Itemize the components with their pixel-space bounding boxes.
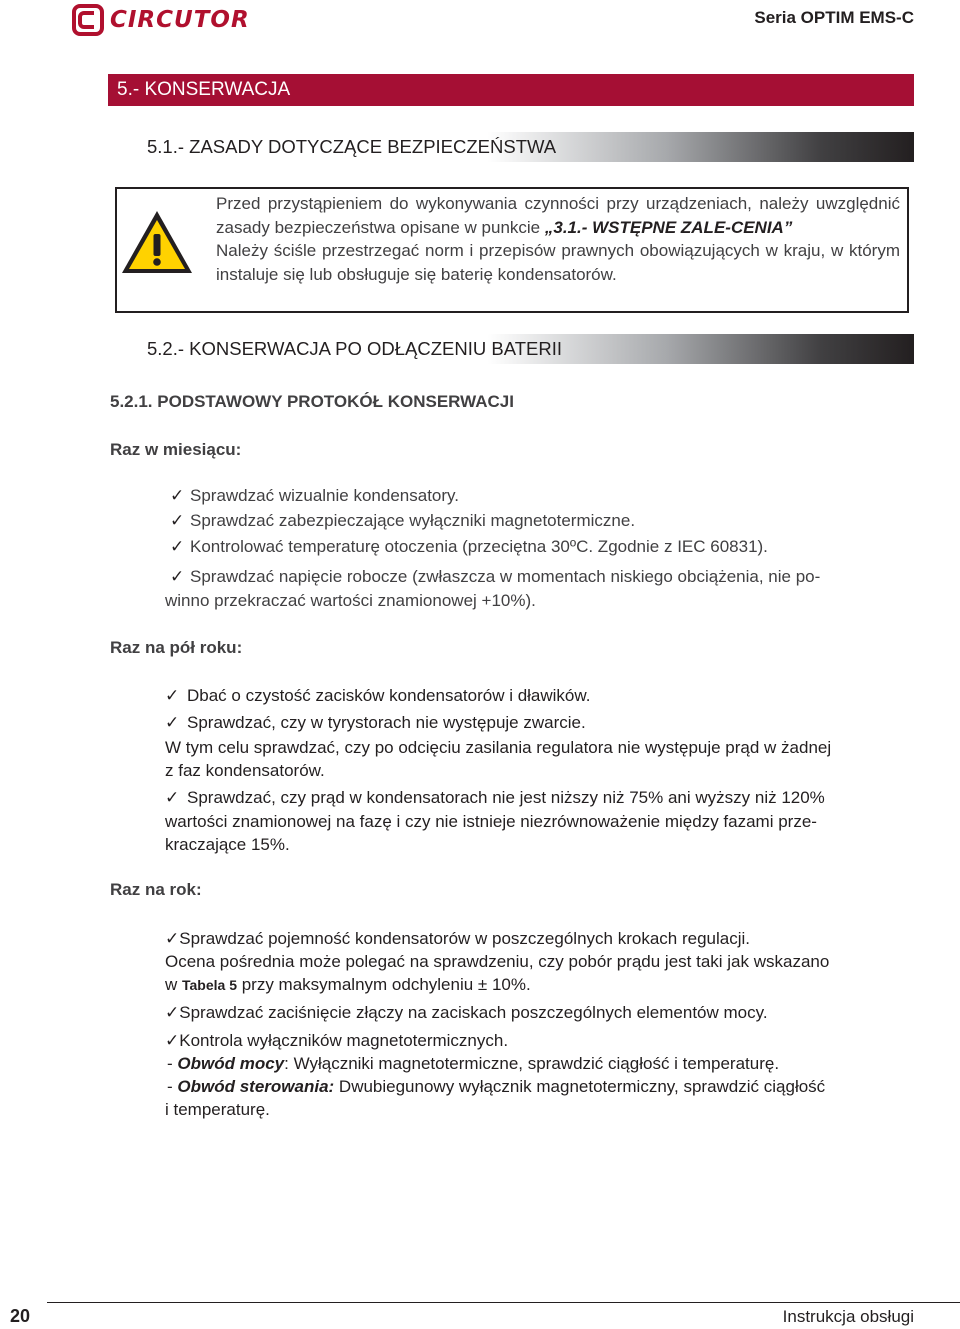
- subsection-title-safety: 5.1.- ZASADY DOTYCZĄCE BEZPIECZEŃSTWA: [139, 132, 914, 162]
- monthly-label: Raz w miesiącu:: [110, 440, 242, 459]
- check-icon: ✓: [165, 788, 180, 807]
- warning-text: [216, 192, 900, 286]
- section-title: 5.- KONSERWACJA: [108, 74, 914, 106]
- warning-triangle-icon: [119, 208, 195, 276]
- list-item-power-circuit: - Obwód mocy: Wyłączniki magnetotermiczne, sprawdzić ciągłość i temperaturę.: [167, 1054, 780, 1073]
- table-reference: Tabela 5: [182, 977, 237, 993]
- check-icon: ✓: [165, 929, 180, 948]
- check-icon: ✓: [165, 686, 180, 705]
- check-icon: ✓: [165, 1031, 180, 1050]
- check-icon: ✓: [170, 537, 185, 556]
- list-item: ✓ Kontrolować temperaturę otoczenia (przeciętna 30ºC. Zgodnie z IEC 60831).: [170, 535, 768, 559]
- list-item-continuation: z faz kondensatorów.: [165, 761, 325, 780]
- footer-title: Instrukcja obsługi: [782, 1307, 914, 1326]
- list-item: ✓ Sprawdzać, czy w tyrystorach nie występuje zwarcie.: [165, 711, 586, 735]
- check-icon: ✓: [170, 511, 185, 530]
- check-icon: ✓: [170, 567, 185, 586]
- protocol-heading: 5.2.1. PODSTAWOWY PROTOKÓŁ KONSERWACJI: [110, 392, 514, 411]
- check-icon: ✓: [165, 1003, 180, 1022]
- list-item-continuation: winno przekraczać wartości znamionowej +10%).: [165, 591, 536, 610]
- check-icon: ✓: [165, 713, 180, 732]
- list-item-continuation: kraczające 15%.: [165, 835, 290, 854]
- halfyear-label: Raz na pół roku:: [110, 638, 243, 657]
- page-number: 20: [10, 1306, 31, 1326]
- check-icon: ✓: [170, 486, 185, 505]
- list-item-continuation: w Tabela 5 przy maksymalnym odchyleniu ± 10%.: [165, 975, 531, 994]
- logo-text: CIRCUTOR: [110, 7, 250, 33]
- list-item: ✓ Dbać o czystość zacisków kondensatorów i dławików.: [165, 684, 590, 708]
- circutor-logo: [72, 3, 250, 37]
- subsection-title-maintenance: 5.2.- KONSERWACJA PO ODŁĄCZENIU BATERII: [139, 334, 914, 364]
- list-item-continuation: Ocena pośrednia może polegać na sprawdzeniu, czy pobór prądu jest taki jak wskazano: [165, 952, 830, 971]
- list-item: ✓Sprawdzać pojemność kondensatorów w poszczególnych krokach regulacji.: [165, 929, 750, 948]
- warning-reference: „3.1.- WSTĘPNE ZALE-CENIA”: [544, 217, 793, 237]
- warning-line2: Należy ściśle przestrzegać norm i przepisów prawnych obowiązujących w kraju, w którym instaluje się lub obsługuje się baterię kondensatorów.: [216, 241, 900, 284]
- footer-rule: [0, 1302, 960, 1303]
- list-item-control-circuit: - Obwód sterowania: Dwubiegunowy wyłącznik magnetotermiczny, sprawdzić ciągłość: [167, 1077, 826, 1096]
- list-item: ✓Sprawdzać zaciśnięcie złączy na zaciskach poszczególnych elementów mocy.: [165, 1003, 768, 1022]
- list-item-continuation: wartości znamionowej na fazę i czy nie istnieje niezrównoważenie między fazami prze-: [165, 812, 817, 831]
- list-item: ✓ Sprawdzać napięcie robocze (zwłaszcza w momentach niskiego obciążenia, nie po-: [170, 565, 820, 589]
- yearly-label: Raz na rok:: [110, 880, 202, 899]
- warning-line1: Przed przystąpieniem do wykonywania czynności przy urządzeniach, należy uwzględnić zasady bezpieczeństwa opisane w punkcie: [216, 194, 900, 237]
- list-item: ✓ Sprawdzać, czy prąd w kondensatorach nie jest niższy niż 75% ani wyższy niż 120%: [165, 786, 825, 810]
- series-title: Seria OPTIM EMS-C: [754, 8, 914, 27]
- list-item-continuation: i temperaturę.: [165, 1100, 270, 1119]
- list-item: ✓ Sprawdzać wizualnie kondensatory.: [170, 484, 459, 508]
- list-item: ✓Kontrola wyłączników magnetotermicznych.: [165, 1031, 509, 1050]
- list-item: ✓ Sprawdzać zabezpieczające wyłączniki magnetotermiczne.: [170, 509, 635, 533]
- circutor-c-icon: [72, 4, 104, 36]
- list-item-continuation: W tym celu sprawdzać, czy po odcięciu zasilania regulatora nie występuje prąd w żadnej: [165, 738, 832, 757]
